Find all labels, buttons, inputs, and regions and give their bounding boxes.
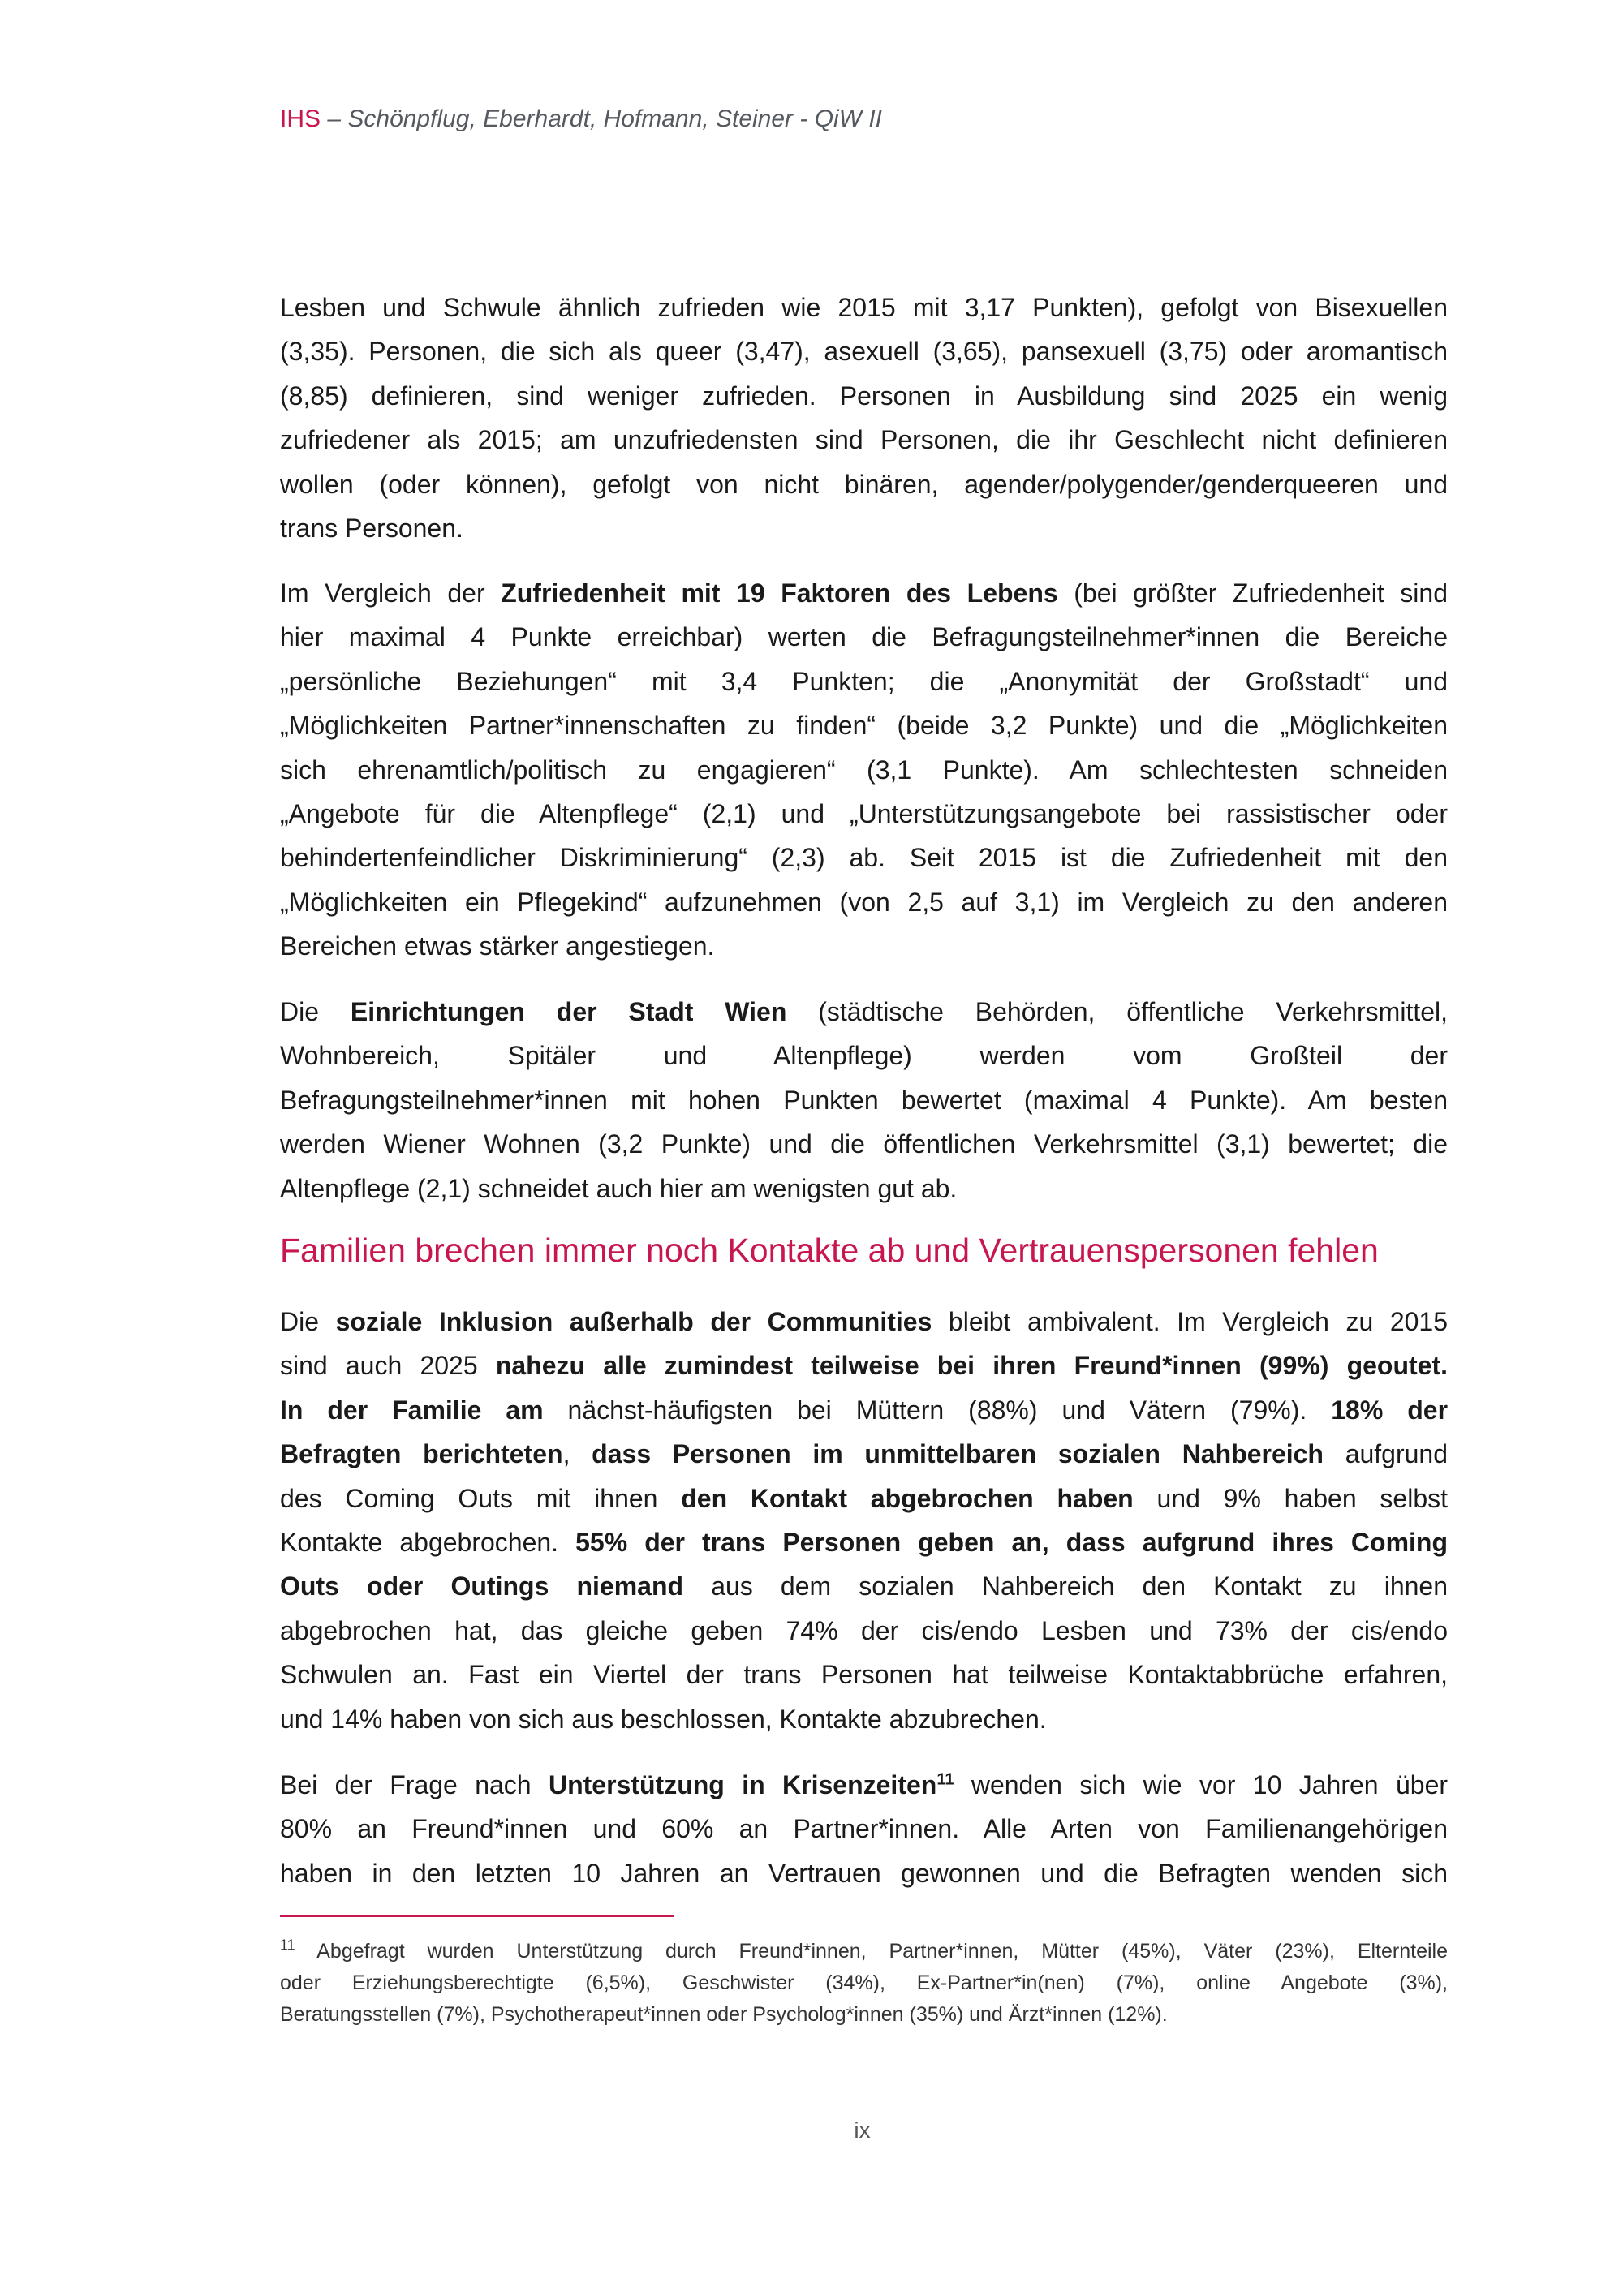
text-line	[280, 418, 1448, 462]
text-segment: aufgrund	[1323, 1439, 1449, 1469]
bold-text: Unterstützung in Krisenzeiten	[548, 1770, 937, 1799]
text-line	[280, 1034, 1448, 1077]
text-segment: Bei der Frage nach	[280, 1770, 549, 1799]
text-line	[280, 506, 1448, 550]
text-line	[280, 1697, 1448, 1741]
text-line	[280, 1999, 1448, 2031]
text-line	[280, 615, 1448, 659]
text-segment: werden Wiener Wohnen (3,2 Punkte) und die öffentlichen Verkehrsmittel (3,1) bewertet; die	[280, 1129, 1448, 1159]
text-segment: sich ehrenamtlich/politisch zu engagieren“ (3,1 Punkte). Am schlechtesten schneiden	[280, 755, 1448, 785]
text-segment: Kontakte abgebrochen.	[280, 1527, 576, 1557]
paragraph-4	[280, 1300, 1448, 1741]
text-line	[280, 792, 1448, 836]
text-segment: bleibt ambivalent. Im Vergleich zu 2015	[932, 1307, 1449, 1336]
text-line	[280, 748, 1448, 792]
text-segment: „persönliche Beziehungen“ mit 3,4 Punkten; die „Anonymität der Großstadt“ und	[280, 666, 1448, 696]
text-segment: abgebrochen hat, das gleiche geben 74% der cis/endo Lesben und 73% der cis/endo	[280, 1615, 1448, 1645]
text-segment: Beratungsstellen (7%), Psychotherapeut*innen oder Psycholog*innen (35%) und Ärzt*innen (12%).	[280, 2003, 1168, 2026]
text-line	[280, 1432, 1448, 1476]
text-line	[280, 462, 1448, 506]
text-line	[280, 1967, 1448, 1999]
text-segment: Altenpflege (2,1) schneidet auch hier am wenigsten gut ab.	[280, 1173, 958, 1203]
text-segment: Die	[280, 1307, 336, 1336]
text-line	[280, 1477, 1448, 1520]
bold-text: den Kontakt abgebrochen haben	[681, 1483, 1134, 1513]
text-line	[280, 1167, 1448, 1210]
text-segment: Befragungsteilnehmer*innen mit hohen Punkten bewertet (maximal 4 Punkte). Am besten	[280, 1085, 1448, 1115]
paragraph-5	[280, 1763, 1448, 1895]
text-line	[280, 329, 1448, 373]
bold-text: Einrichtungen der Stadt Wien	[350, 997, 787, 1026]
text-line	[280, 703, 1448, 747]
bold-text: Zufriedenheit mit 19 Faktoren des Lebens	[501, 578, 1058, 608]
text-segment: zufriedener als 2015; am unzufriedensten sind Personen, die ihr Geschlecht nicht definieren	[280, 425, 1448, 455]
bold-text: In der Familie am	[280, 1395, 544, 1425]
bold-text: Befragten berichteten	[280, 1439, 563, 1469]
text-line	[280, 1344, 1448, 1387]
text-segment: und 9% haben selbst	[1133, 1483, 1449, 1513]
text-line	[280, 571, 1448, 615]
text-line	[280, 1078, 1448, 1122]
text-line	[280, 660, 1448, 703]
text-line	[280, 880, 1448, 924]
bold-text: 18% der	[1331, 1395, 1449, 1425]
text-segment: nächst-häufigsten bei Müttern (88%) und Vätern (79%).	[543, 1395, 1332, 1425]
text-line	[280, 924, 1448, 968]
text-line	[280, 1388, 1448, 1432]
text-segment: (städtische Behörden, öffentliche Verkehrsmittel,	[786, 997, 1449, 1026]
text-segment: hier maximal 4 Punkte erreichbar) werten die Befragungsteilnehmer*innen die Bereiche	[280, 622, 1448, 652]
section-heading: Familien brechen immer noch Kontakte ab und Vertrauenspersonen fehlen	[280, 1232, 1379, 1269]
header-org: IHS	[280, 105, 321, 132]
paragraph-3	[280, 990, 1448, 1210]
text-segment: (bei größter Zufriedenheit sind	[1057, 578, 1449, 608]
text-line	[280, 1564, 1448, 1608]
text-segment: Schwulen an. Fast ein Viertel der trans Personen hat teilweise Kontaktabbrüche erfahren,	[280, 1660, 1448, 1690]
text-segment: aus dem sozialen Nahbereich den Kontakt zu ihnen	[683, 1572, 1449, 1602]
text-segment: (3,35). Personen, die sich als queer (3,47), asexuell (3,65), pansexuell (3,75) oder aromantisch	[280, 337, 1448, 367]
text-segment: haben in den letzten 10 Jahren an Vertrauen gewonnen und die Befragten wenden sich	[280, 1858, 1448, 1888]
footnote-ref: 11	[936, 1770, 954, 1789]
bold-text: soziale Inklusion außerhalb der Communities	[335, 1307, 932, 1336]
bold-text: 55% der trans Personen geben an, dass aufgrund ihres Coming	[575, 1527, 1449, 1557]
text-line	[280, 836, 1448, 879]
text-segment: „Möglichkeiten ein Pflegekind“ aufzunehmen (von 2,5 auf 3,1) im Vergleich zu den anderen	[280, 887, 1448, 917]
paragraph-2	[280, 571, 1448, 969]
text-segment: sind auch 2025	[280, 1351, 496, 1381]
header-authors: – Schönpflug, Eberhardt, Hofmann, Steiner - QiW II	[321, 105, 883, 132]
text-segment: 80% an Freund*innen und 60% an Partner*innen. Alle Arten von Familienangehörigen	[280, 1814, 1448, 1844]
footnote	[280, 1936, 1448, 2031]
text-line	[280, 1300, 1448, 1344]
bold-text: Outs oder Outings niemand	[280, 1572, 684, 1602]
text-segment: und 14% haben von sich aus beschlossen, Kontakte abzubrechen.	[280, 1704, 1047, 1734]
text-line	[280, 1851, 1448, 1895]
text-segment: des Coming Outs mit ihnen	[280, 1483, 682, 1513]
page-number: ix	[854, 2118, 871, 2143]
text-line	[280, 1520, 1448, 1564]
text-line	[280, 1936, 1448, 1967]
text-segment: Die	[280, 997, 351, 1026]
bold-text: dass Personen im unmittelbaren sozialen Nahbereich	[592, 1439, 1324, 1469]
text-segment: oder Erziehungsberechtigte (6,5%), Geschwister (34%), Ex-Partner*in(nen) (7%), online Angebote (3%),	[280, 1971, 1448, 1994]
text-line	[280, 286, 1448, 329]
text-line	[280, 1807, 1448, 1851]
text-segment: Im Vergleich der	[280, 578, 502, 608]
text-line	[280, 374, 1448, 418]
text-segment: Abgefragt wurden Unterstützung durch Freund*innen, Partner*innen, Mütter (45%), Väter (23%), Elternteile	[295, 1940, 1448, 1963]
text-segment: wollen (oder können), gefolgt von nicht binären, agender/polygender/genderqueeren und	[280, 469, 1448, 499]
text-segment: ,	[562, 1439, 592, 1469]
bold-text: nahezu alle zumindest teilweise bei ihren Freund*innen (99%) geoutet.	[495, 1351, 1449, 1381]
text-segment: Lesben und Schwule ähnlich zufrieden wie 2015 mit 3,17 Punkten), gefolgt von Bisexuellen	[280, 293, 1448, 322]
text-segment: Bereichen etwas stärker angestiegen.	[280, 931, 715, 961]
text-line	[280, 1609, 1448, 1653]
footnote-ref: 11	[280, 1937, 295, 1954]
text-segment: Wohnbereich, Spitäler und Altenpflege) werden vom Großteil der	[280, 1041, 1448, 1071]
text-line	[280, 1763, 1448, 1807]
paragraph-1	[280, 286, 1448, 550]
text-line	[280, 1122, 1448, 1166]
text-segment: „Angebote für die Altenpflege“ (2,1) und „Unterstützungsangebote bei rassistischer oder	[280, 798, 1448, 828]
text-segment: trans Personen.	[280, 513, 463, 543]
text-segment: „Möglichkeiten Partner*innenschaften zu finden“ (beide 3,2 Punkte) und die „Möglichkeiten	[280, 711, 1448, 741]
text-line	[280, 1653, 1448, 1696]
text-segment: (8,85) definieren, sind weniger zufrieden. Personen in Ausbildung sind 2025 ein wenig	[280, 381, 1448, 411]
text-segment: wenden sich wie vor 10 Jahren über	[954, 1770, 1449, 1799]
running-header	[280, 105, 882, 133]
footnote-divider	[280, 1915, 674, 1917]
text-line	[280, 990, 1448, 1034]
text-segment: behindertenfeindlicher Diskriminierung“ (2,3) ab. Seit 2015 ist die Zufriedenheit mit den	[280, 843, 1448, 873]
